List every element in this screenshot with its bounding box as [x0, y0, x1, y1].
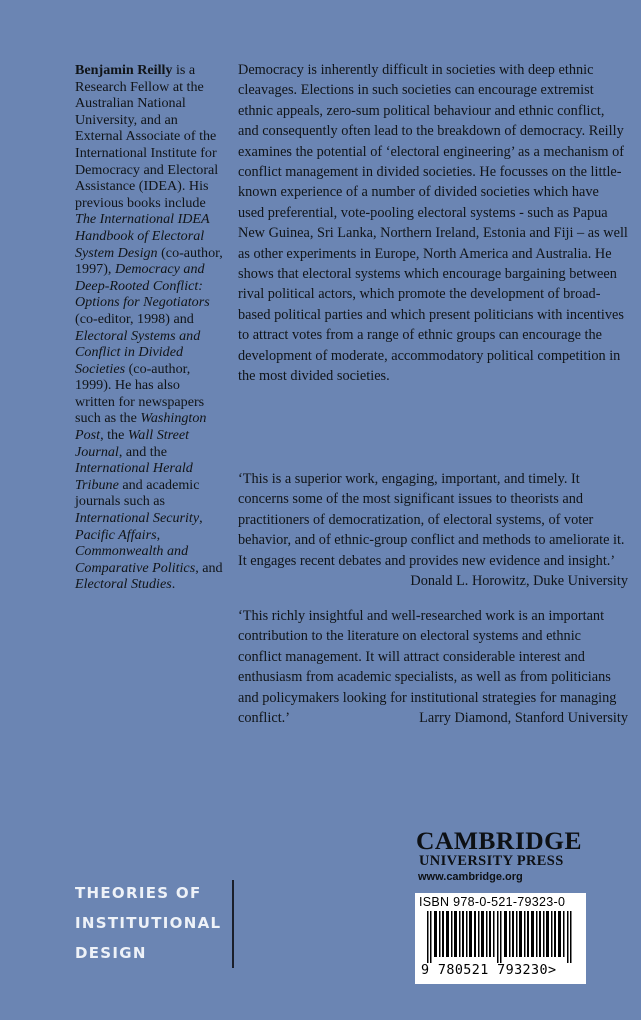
series-title [75, 878, 221, 968]
bio-newspaper: Washington Post [75, 410, 207, 444]
review-quote-1 [238, 469, 628, 591]
bio-text: , and [195, 559, 223, 576]
bio-journal: International Security [75, 510, 200, 527]
quote-attribution: Donald L. Horowitz, Duke University [410, 573, 628, 590]
author-name: Benjamin Reilly [75, 62, 173, 78]
barcode-number [421, 963, 556, 978]
publisher-url: www.cambridge.org [418, 871, 523, 883]
bio-journal: Commonwealth and Comparative Politics [75, 543, 196, 576]
barcode-suffix: > [547, 963, 557, 978]
bio-journal: Pacific Affairs [75, 526, 157, 543]
bio-newspaper: Wall Street Journal [75, 427, 190, 460]
bio-text: is a Research Fellow at the Australian National University, and an External Associate of the International Institute for Democracy and Electoral Assistance (IDEA). His previous books include [75, 62, 219, 211]
bio-book-title: Electoral Systems and Conflict in Divided Societies [75, 327, 201, 377]
quote-text-body: ‘This richly insightful and well-researched work is an important contribution to the literature on electoral systems and ethnic conflict management. It will attract considerable interest and enthusiasm from academic specialists, as well as from politicians and policymakers looking for institutional strategies for managing conflict.’ [238, 608, 617, 727]
series-line-1: THEORIES OF [75, 884, 202, 902]
bio-text: , the [100, 427, 128, 444]
bio-book-title: Democracy and Deep-Rooted Conflict: Options for Negotiators [75, 261, 210, 311]
series-divider [232, 880, 234, 968]
description-paragraph: Democracy is inherently difficult in societies with deep ethnic cleavages. Elections in such societies can encourage extremist ethnic appeals, zero-sum political behaviour and ethnic conflict, and consequently often lead to the breakdown of democracy. Reilly examines the potential of ‘electoral engineering’ as a mechanism of conflict management in divided societies. He focusses on the little-known experience of a number of divided societies which have used preferential, vote-pooling electoral systems - such as Papua New Guinea, Sri Lanka, Northern Ireland, Estonia and Fiji – as well as other experiments in Europe, North America and Australia. He shows that electoral systems which encourage bargaining between rival political actors, which promote the development of broad-based political parties and which present politicians with incentives to attract votes from a range of ethnic groups can encourage the development of moderate, accommodatory political competition in the most divided societies. [238, 62, 628, 385]
bio-text: and academic journals such as [75, 476, 200, 510]
publisher-subtitle: UNIVERSITY PRESS [419, 853, 564, 869]
quote-attribution: Larry Diamond, Stanford University [419, 710, 628, 727]
quote-text [238, 606, 628, 728]
bio-text: (co-author, 1999). He has also written for newspapers such as the [75, 360, 205, 427]
barcode-digits: 9 780521 793230 [421, 963, 548, 978]
bio-book-title: The International IDEA Handbook of Electoral System Design [75, 211, 210, 261]
series-line-2: INSTITUTIONAL [75, 914, 222, 932]
bio-text: , [199, 510, 203, 527]
bio-text: (co-editor, 1998) and [75, 310, 194, 327]
book-description [238, 60, 628, 387]
bio-journal: Electoral Studies [75, 576, 172, 593]
series-line-3: DESIGN [75, 944, 147, 962]
barcode-bars-icon [427, 911, 575, 963]
bio-text: , and the [118, 443, 167, 460]
publisher-logo [416, 826, 586, 885]
bio-text: , [156, 526, 161, 543]
publisher-name: CAMBRIDGE [416, 826, 583, 855]
author-bio [75, 62, 223, 593]
isbn-barcode [415, 893, 586, 984]
bio-text: (co-author, 1997), [75, 244, 223, 278]
bio-newspaper: International Herald Tribune [75, 460, 193, 493]
bio-text: . [171, 576, 176, 593]
isbn-label: ISBN 978-0-521-79323-0 [419, 895, 566, 909]
quote-text: ‘This is a superior work, engaging, important, and timely. It concerns some of the most significant issues to theorists and practitioners of democratization, of electoral systems, of voter behavior, and of ethnic-group conflict and methods to ameliorate it. It engages recent debates and provides new evidence and insight.’ [238, 471, 625, 569]
review-quote-2 [238, 606, 628, 728]
